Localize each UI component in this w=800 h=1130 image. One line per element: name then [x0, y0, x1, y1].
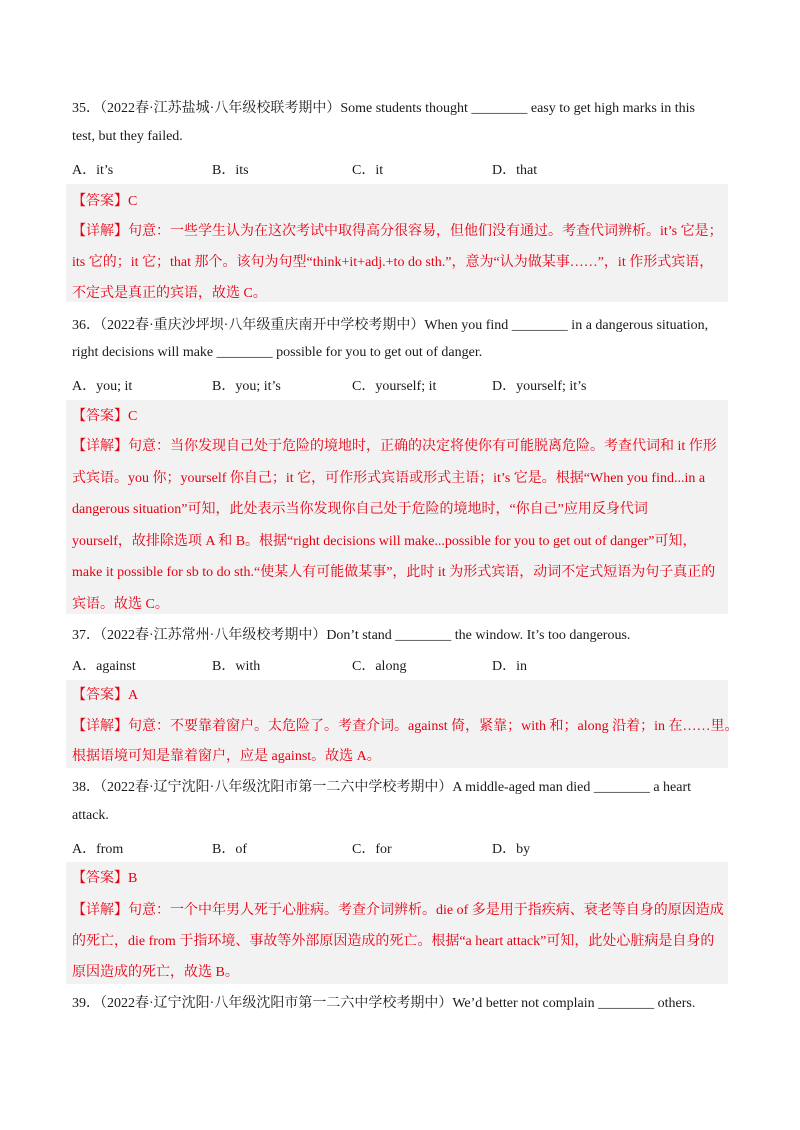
question-36-answer-block	[66, 400, 728, 614]
detail-line: 【详解】句意：当你发现自己处于危险的境地时，正确的决定将使你有可能脱离危险。考查代词和 it 作形	[72, 439, 717, 454]
question-36-stem-line1: 36．（2022春·重庆沙坪坝·八年级重庆南开中学校考期中）When you find ________ in a dangerous situation,	[72, 318, 709, 333]
detail-line: yourself，故排除选项 A 和 B。根据“right decisions will make...possible for you to get out of danger”可知，	[72, 534, 697, 549]
question-35-answer-block	[66, 184, 728, 302]
detail-line: dangerous situation”可知，此处表示当你发现你自己处于危险的境地时，“你自己”应用反身代词	[72, 502, 648, 517]
option-d: D．in	[492, 659, 527, 674]
detail-line: 宾语。故选 C。	[72, 597, 169, 612]
question-37-answer-block	[66, 680, 739, 768]
option-c: C．for	[352, 842, 392, 857]
detail-line: 的死亡，die from 于指环境、事故等外部原因造成的死亡。根据“a heart attack”可知，此处心脏病是自身的	[72, 934, 715, 949]
question-36-stem-line2: right decisions will make ________ possible for you to get out of danger.	[72, 345, 483, 360]
question-38-stem-line1: 38．（2022春·辽宁沈阳·八年级沈阳市第一二六中学校考期中）A middle-aged man died ________ a heart	[72, 780, 692, 795]
option-c: C．it	[352, 163, 384, 178]
answer-label: 【答案】A	[72, 688, 139, 703]
option-c: C．along	[352, 659, 407, 674]
question-35-stem-line2: test, but they failed.	[72, 129, 183, 144]
detail-line: 式宾语。you 你；yourself 你自己；it 它，可作形式宾语或形式主语；it’s 它是。根据“When you find...in a	[72, 471, 706, 486]
detail-line: 【详解】句意：一些学生认为在这次考试中取得高分很容易，但他们没有通过。考查代词辨析。it’s 它是；	[72, 224, 723, 239]
option-d: D．yourself; it’s	[492, 379, 587, 394]
detail-line: 【详解】句意：一个中年男人死于心脏病。考查介词辨析。die of 多是用于指疾病、衰老等自身的原因造成	[72, 903, 724, 918]
answer-label: 【答案】B	[72, 871, 138, 886]
detail-line: 不定式是真正的宾语，故选 C。	[72, 286, 267, 301]
detail-line: 根据语境可知是靠着窗户，应是 against。故选 A。	[72, 749, 381, 764]
option-d: D．that	[492, 163, 538, 178]
question-37-stem-line1: 37．（2022春·江苏常州·八年级校考期中）Don’t stand ________ the window. It’s too dangerous.	[72, 628, 631, 643]
detail-line: its 它的；it 它；that 那个。该句为句型“think+it+adj.+to do sth.”，意为“认为做某事……”，it 作形式宾语，	[72, 255, 714, 270]
answer-label: 【答案】C	[72, 409, 138, 424]
option-b: B．its	[212, 163, 249, 178]
option-b: B．you; it’s	[212, 379, 281, 394]
option-a: A．against	[72, 659, 136, 674]
question-38-answer-block	[66, 862, 728, 984]
question-39-stem-line1: 39．（2022春·辽宁沈阳·八年级沈阳市第一二六中学校考期中）We’d better not complain ________ others.	[72, 996, 696, 1011]
option-d: D．by	[492, 842, 531, 857]
detail-line: 【详解】句意：不要靠着窗户。太危险了。考查介词。against 倚，紧靠；with 和；along 沿着；in 在……里。	[72, 719, 739, 734]
detail-line: make it possible for sb to do sth.“使某人有可能做某事”，此时 it 为形式宾语，动词不定式短语为句子真正的	[72, 565, 716, 580]
answer-label: 【答案】C	[72, 194, 138, 209]
detail-line: 原因造成的死亡，故选 B。	[72, 965, 239, 980]
option-a: A．it’s	[72, 163, 114, 178]
option-b: B．of	[212, 842, 247, 857]
question-38-stem-line2: attack.	[72, 808, 109, 823]
question-35-stem-line1: 35．（2022春·江苏盐城·八年级校联考期中）Some students thought ________ easy to get high marks in this	[72, 101, 695, 116]
option-a: A．from	[72, 842, 124, 857]
option-a: A．you; it	[72, 379, 133, 394]
option-c: C．yourself; it	[352, 379, 437, 394]
option-b: B．with	[212, 659, 261, 674]
